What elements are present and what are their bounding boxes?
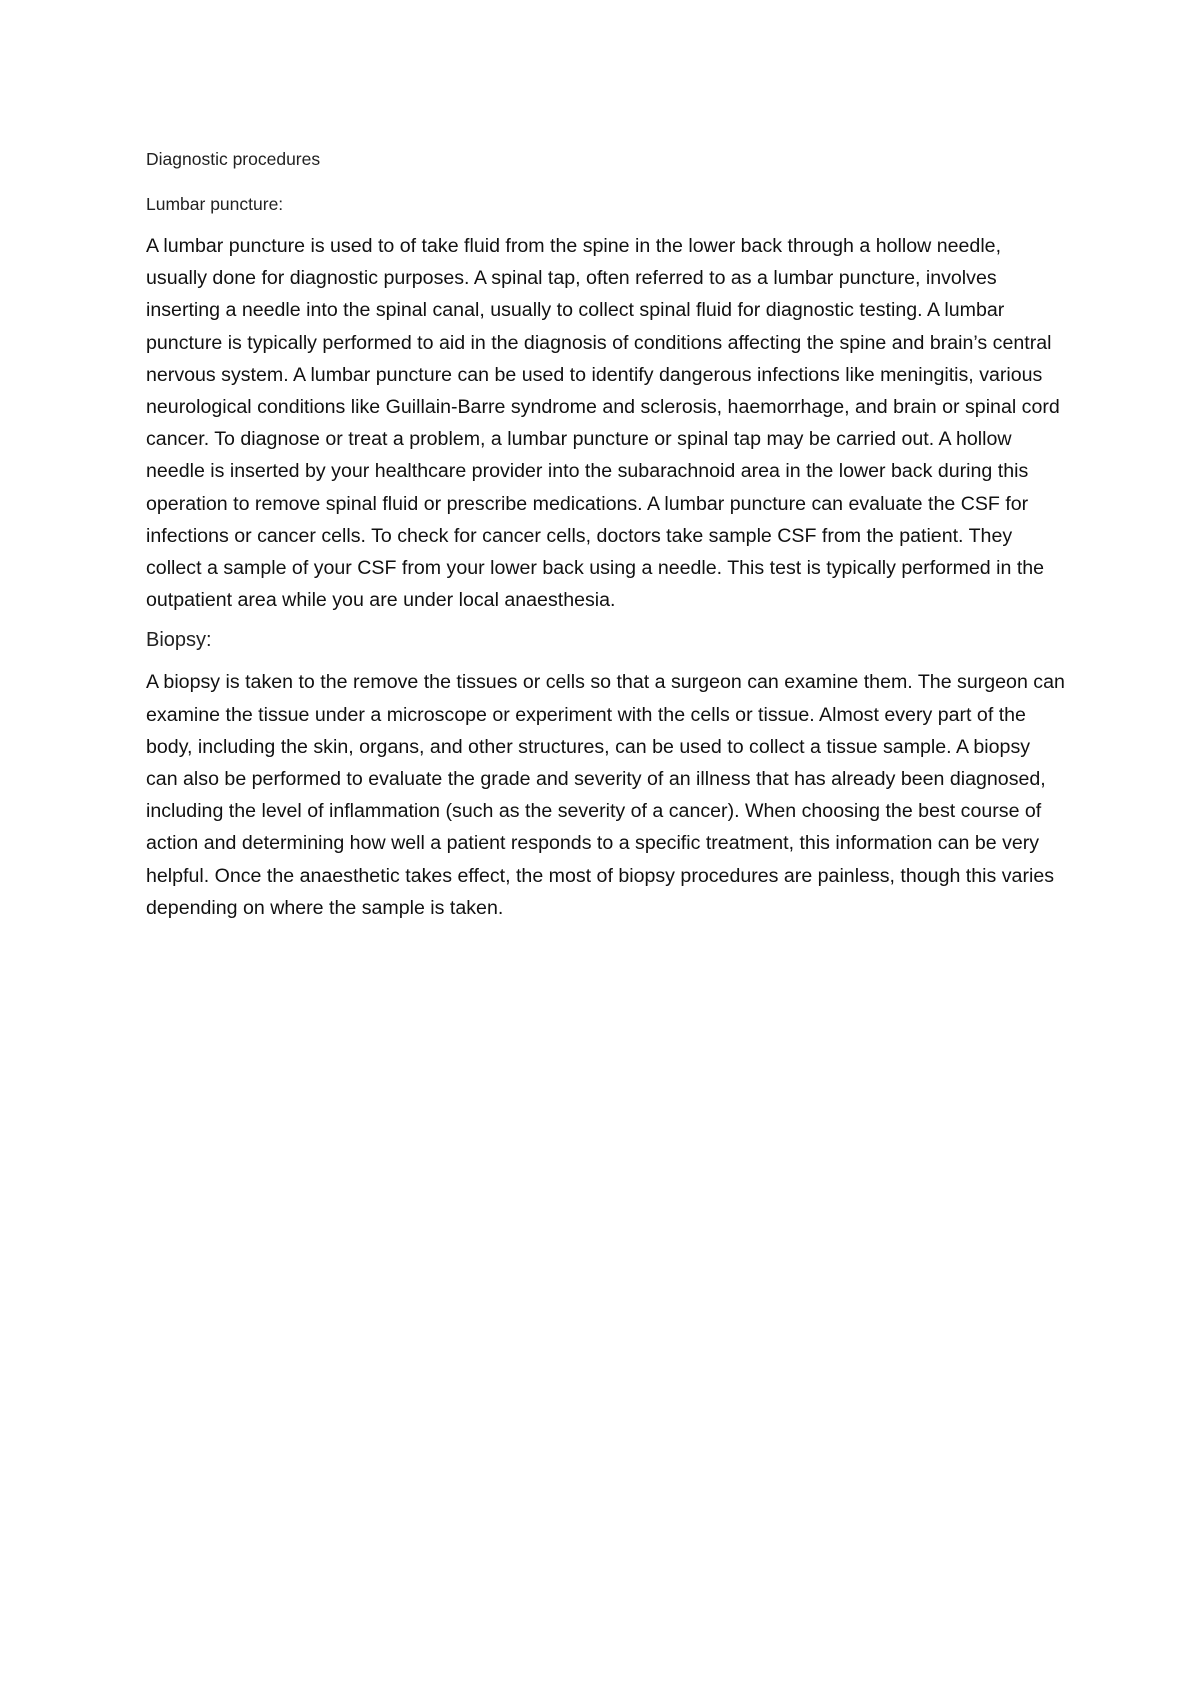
paragraph-biopsy: A biopsy is taken to the remove the tissues or cells so that a surgeon can examine them. The surgeon can examine the tissue under a microscope or experiment with the cells or tissue. Almost every part of the body, including the skin, organs, and other structures, can be used to collect a tissue sample. A biopsy can also be performed to evaluate the grade and severity of an illness that has already been diagnosed, including the level of inflammation (such as the severity of a cancer). When choosing the best course of action and determining how well a patient responds to a specific treatment, this information can be very helpful. Once the anaesthetic takes effect, the most of biopsy procedures are painless, though this varies depending on where the sample is taken. [146, 671, 1065, 919]
section-heading-biopsy: Biopsy: [146, 629, 212, 652]
document-title: Diagnostic procedures [146, 149, 321, 169]
document-content [146, 147, 1066, 924]
section-heading-lumbar-puncture: Lumbar puncture: [146, 194, 284, 214]
paragraph-lumbar-puncture: A lumbar puncture is used to of take fluid from the spine in the lower back through a hollow needle, usually done for diagnostic purposes. A spinal tap, often referred to as a lumbar puncture, involves inserting a needle into the spinal canal, usually to collect spinal fluid for diagnostic testing. A lumbar puncture is typically performed to aid in the diagnosis of conditions affecting the spine and brain’s central nervous system. A lumbar puncture can be used to identify dangerous infections like meningitis, various neurological conditions like Guillain-Barre syndrome and sclerosis, haemorrhage, and brain or spinal cord cancer. To diagnose or treat a problem, a lumbar puncture or spinal tap may be carried out. A hollow needle is inserted by your healthcare provider into the subarachnoid area in the lower back during this operation to remove spinal fluid or prescribe medications. A lumbar puncture can evaluate the CSF for infections or cancer cells. To check for cancer cells, doctors take sample CSF from the patient. They collect a sample of your CSF from your lower back using a needle. This test is typically performed in the outpatient area while you are under local anaesthesia. [146, 235, 1060, 612]
